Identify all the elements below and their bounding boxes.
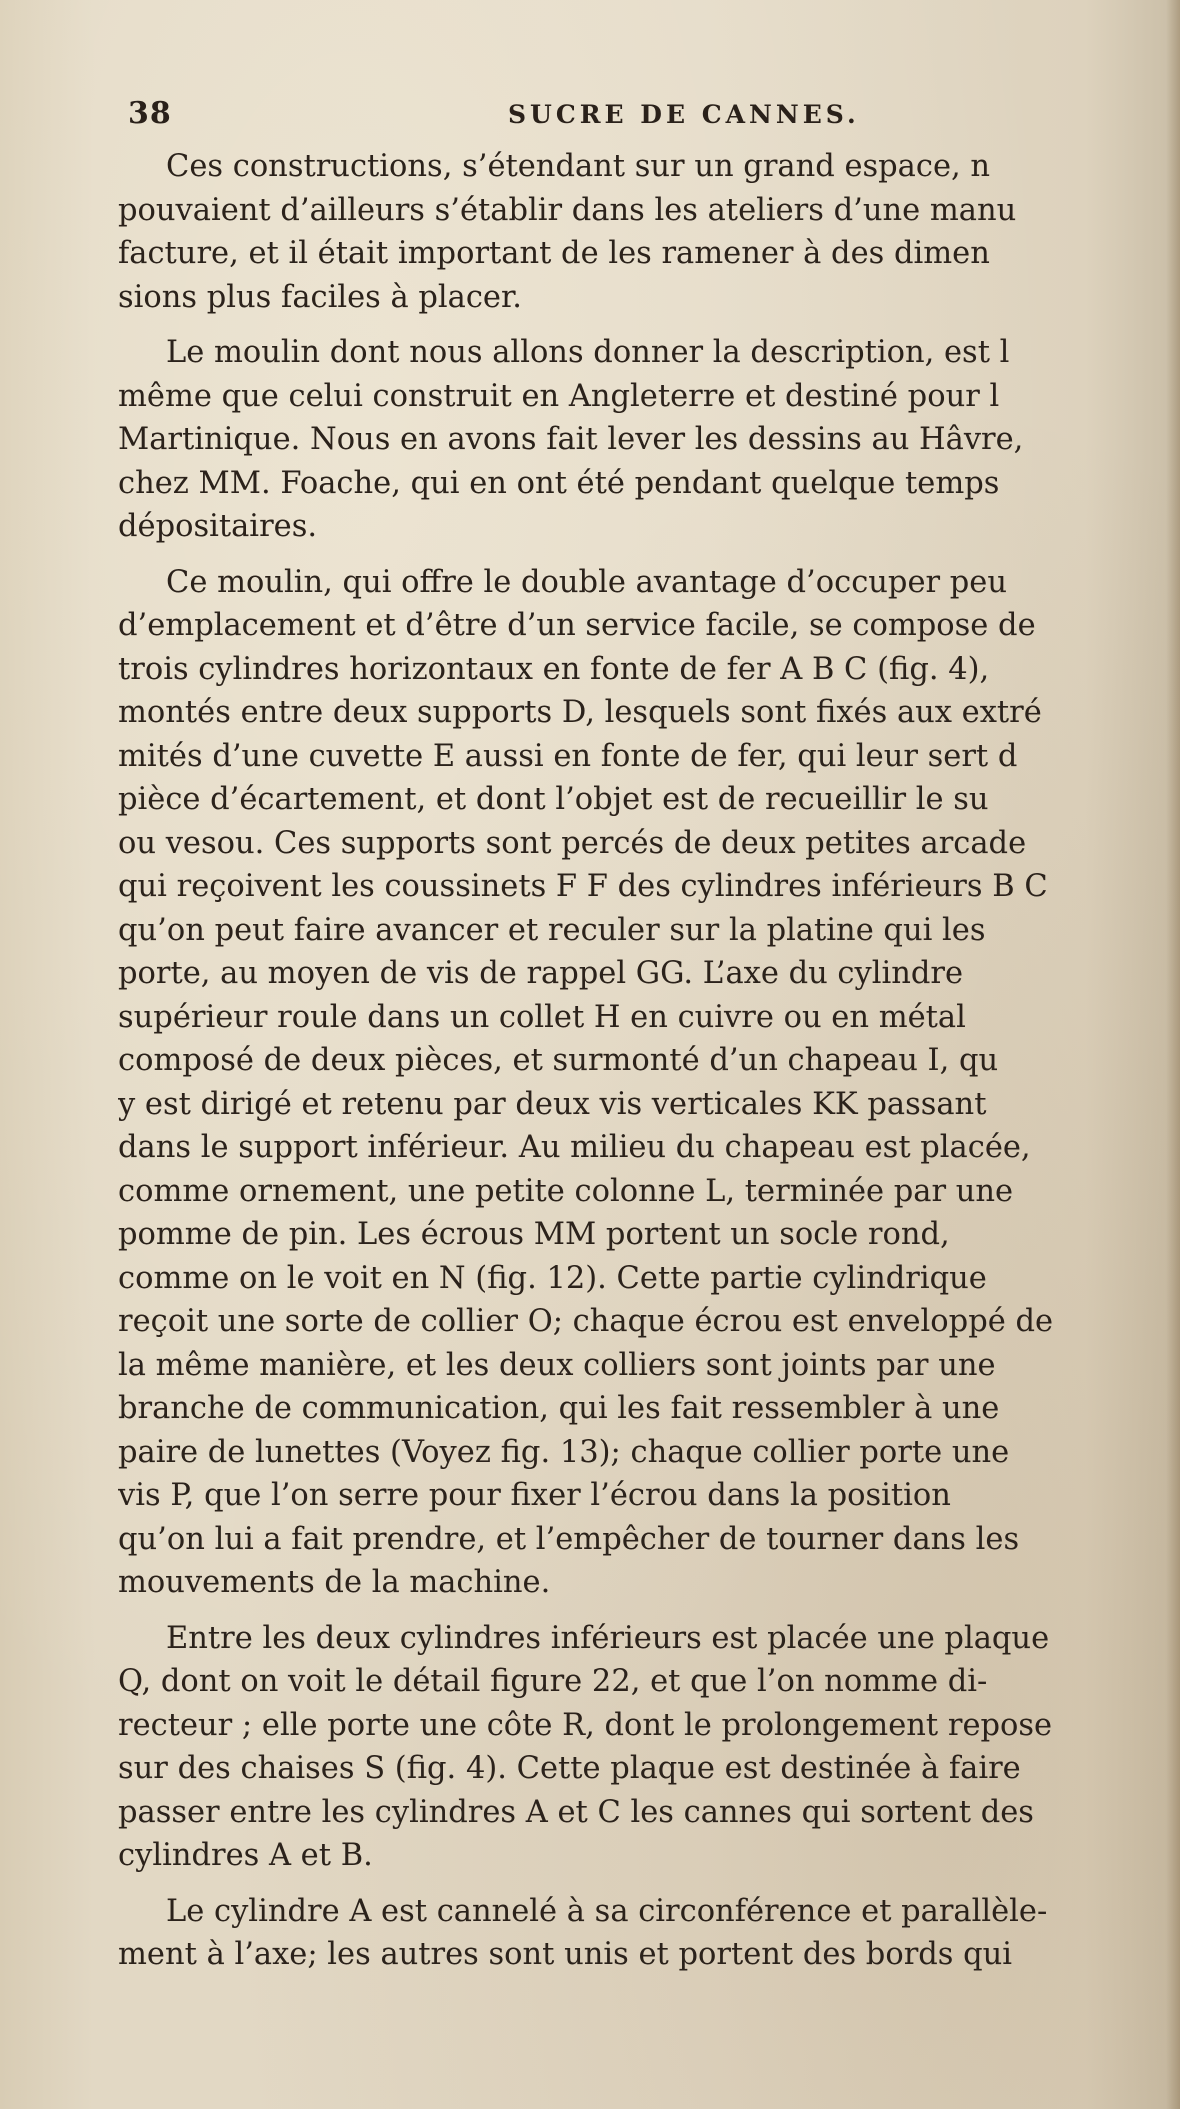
text-line: branche de communication, qui les fait ressembler à une (118, 1391, 1000, 1426)
text-line: recteur ; elle porte une côte R, dont le prolongement repose (118, 1707, 1053, 1743)
text-line: Ces constructions, s’étendant sur un grand espace, n (166, 149, 991, 184)
text-line: Le moulin dont nous allons donner la description, est l (166, 335, 1010, 370)
text-line: dans le support inférieur. Au milieu du chapeau est placée, (118, 1130, 1031, 1165)
text-line: Martinique. Nous en avons fait lever les dessins au Hâvre, (118, 422, 1024, 457)
text-line: comme ornement, une petite colonne L, terminée par une (118, 1173, 1014, 1209)
text-line: mités d’une cuvette E aussi en fonte de fer, qui leur sert d (118, 738, 1018, 774)
text-line: trois cylindres horizontaux en fonte de fer A B C (fig. 4), (118, 651, 990, 687)
text-line: montés entre deux supports D, lesquels sont fixés aux extré (118, 695, 1042, 730)
text-line: porte, au moyen de vis de rappel GG. L’axe du cylindre (118, 956, 964, 991)
text-line: supérieur roule dans un collet H en cuivre ou en métal (118, 999, 966, 1035)
text-line: comme on le voit en N (fig. 12). Cette partie cylindrique (118, 1260, 987, 1296)
text-line: cylindres A et B. (118, 1838, 373, 1873)
text-line: pouvaient d’ailleurs s’établir dans les ateliers d’une manu (118, 192, 1017, 228)
text-line: qu’on peut faire avancer et reculer sur la platine qui les (118, 912, 986, 948)
text-line: reçoit une sorte de collier O; chaque écrou est enveloppé de (118, 1304, 1054, 1339)
paragraph-2 (118, 331, 1176, 549)
text-line: même que celui construit en Angleterre et destiné pour l (118, 378, 1000, 414)
text-line: vis P, que l’on serre pour fixer l’écrou dans la position (118, 1478, 951, 1513)
text-line: d’emplacement et d’être d’un service facile, se compose de (118, 608, 1036, 643)
text-line: passer entre les cylindres A et C les cannes qui sortent des (118, 1794, 1034, 1830)
text-line: y est dirigé et retenu par deux vis verticales KK passant (118, 1086, 987, 1122)
body-text (118, 145, 1176, 2085)
text-line: qui reçoivent les coussinets F F des cylindres inférieurs B C (118, 869, 1048, 904)
text-line: composé de deux pièces, et surmonté d’un chapeau I, qu (118, 1043, 999, 1078)
text-line: paire de lunettes (Voyez fig. 13); chaque collier porte une (118, 1434, 1010, 1470)
paragraph-5 (118, 1890, 1176, 1977)
text-line: qu’on lui a fait prendre, et l’empêcher de tourner dans les (118, 1521, 1020, 1557)
text-line: pomme de pin. Les écrous MM portent un socle rond, (118, 1217, 950, 1252)
text-line: Entre les deux cylindres inférieurs est placée une plaque (166, 1620, 1050, 1656)
text-line: Ce moulin, qui offre le double avantage d’occuper peu (166, 564, 1007, 600)
page-header (128, 96, 1138, 136)
page-number: 38 (128, 96, 172, 131)
text-line: pièce d’écartement, et dont l’objet est de recueillir le su (118, 782, 989, 817)
text-line: sur des chaises S (fig. 4). Cette plaque est destinée à faire (118, 1751, 1021, 1786)
text-line: ment à l’axe; les autres sont unis et portent des bords qui (118, 1937, 1013, 1972)
text-line: mouvements de la machine. (118, 1565, 551, 1600)
text-line: chez MM. Foache, qui en ont été pendant quelque temps (118, 465, 1000, 501)
text-line: Le cylindre A est cannelé à sa circonférence et parallèle- (166, 1893, 1048, 1929)
text-line: sions plus faciles à placer. (118, 279, 522, 315)
text-line: facture, et il était important de les ramener à des dimen (118, 236, 990, 271)
paragraph-4 (118, 1617, 1176, 1878)
text-line: la même manière, et les deux colliers sont joints par une (118, 1347, 996, 1383)
paragraph-1 (118, 145, 1176, 319)
paragraph-3 (118, 561, 1176, 1605)
text-line: dépositaires. (118, 509, 318, 544)
text-line: Q, dont on voit le détail figure 22, et que l’on nomme di- (118, 1664, 988, 1699)
running-title: SUCRE DE CANNES. (508, 100, 860, 129)
text-line: ou vesou. Ces supports sont percés de deux petites arcade (118, 825, 1027, 861)
